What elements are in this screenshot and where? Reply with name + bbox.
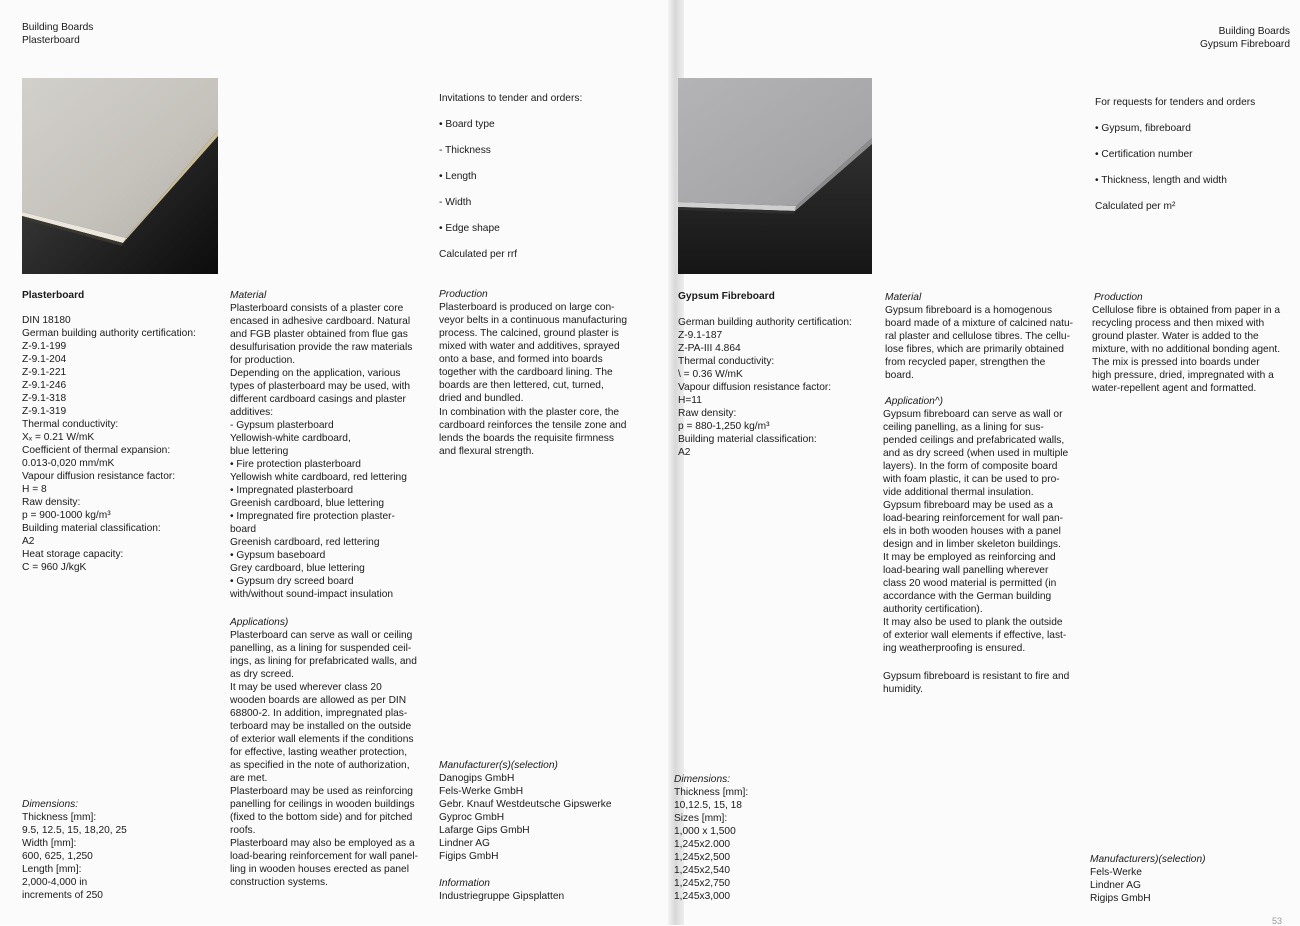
right-manufacturers-title: Manufacturers)(selection) xyxy=(1090,854,1206,865)
left-dimensions-title: Dimensions: xyxy=(22,799,79,810)
right-manufacturers-list: Fels-Werke Lindner AG Rigips GmbH xyxy=(1090,867,1151,904)
right-header-line2: Gypsum Fibreboard xyxy=(1199,39,1290,50)
gypsum-fibreboard-image xyxy=(678,78,872,274)
plasterboard-image xyxy=(22,78,218,274)
right-production-text: Cellulose fibre is obtained from paper in a recycling process and then mixed with ground plaster. Water is added to the mixture, with no additional bonding agent. The mix is pressed into boards under high pressure, dried, impregnated with a water-repellent agent and formatted. xyxy=(1092,305,1281,394)
left-header-line2: Plasterboard xyxy=(22,35,80,46)
right-dimensions-title: Dimensions: xyxy=(674,774,731,785)
right-material-text: Gypsum fibreboard is a homogenous board made of a mixture of calcined natu- ral plaster and cellulose tibres. The cellu- lose fibres, which are primarily obtained from recycled paper, strengthen the board. xyxy=(885,305,1074,381)
right-product-title: Gypsum Fibreboard xyxy=(678,291,775,302)
left-tender-item: - Width xyxy=(439,197,472,208)
gypsum-fibreboard-photo xyxy=(678,78,872,274)
right-tender-item: • Certification number xyxy=(1095,149,1193,160)
left-tender-footer: Calculated per rrf xyxy=(439,249,518,260)
right-page-header xyxy=(1090,25,1290,51)
right-tender-block xyxy=(1095,83,1295,226)
plasterboard-photo xyxy=(22,78,218,274)
left-tender-item: - Thickness xyxy=(439,145,491,156)
left-material-title: Material xyxy=(230,290,267,301)
left-material-text: Plasterboard consists of a plaster core encased in adhesive cardboard. Natural and FGB plaster obtained from flue gas desulfurisation provide the raw materials for production. Depending on the application, various types of plasterboard may be used, with different cardboard casings and plaster additives: - Gypsum plasterboard Yellowish-white cardboard, blue lettering • Fire protection plasterboard Yellowish white cardboard, red lettering • Impregnated plasterboard Greenish cardboard, blue lettering • Impregnated fire protection plaster- board Greenish cardboard, red lettering • Gypsum baseboard Grey cardboard, blue lettering • Gypsum dry screed board with/without sound-impact insulation xyxy=(230,303,413,600)
left-tender-item: • Edge shape xyxy=(439,223,500,234)
right-application-title: Application^) xyxy=(885,396,944,407)
left-tender-block xyxy=(439,79,664,274)
left-manufacturers-title: Manufacturer(s)(selection) xyxy=(439,760,558,771)
left-applications-title: Applications) xyxy=(230,617,289,628)
left-product-title: Plasterboard xyxy=(22,290,85,301)
left-manufacturers-list: Danogips GmbH Fels-Werke GmbH Gebr. Knauf Westdeutsche Gipswerke Gyproc GmbH Lafarge Gips GmbH Lindner AG Figips GmbH xyxy=(439,773,612,862)
left-tender-title: Invitations to tender and orders: xyxy=(439,93,583,104)
right-application-text: Gypsum fibreboard can serve as wall or ceiling panelling, as a lining for sus- pended ceilings and prefabricated walls, and as dry screed (when used in multiple layers). In the form of composite board with foam plastic, it can be used to pro- vide additional thermal insulation. Gypsum fibreboard may be used as a load-bearing reinforcement for wall pan- els in both wooden houses with a panel design and in limber skeleton buildings. It may be employed as reinforcing and load-bearing wall panelling wherever class 20 wood material is permitted (in accordance with the German building authority certification). It may also be used to plank the outside of exterior wall elements if effective, last- ing weatherproofing is ensured. xyxy=(883,409,1069,654)
page-number: 53 xyxy=(1272,916,1283,926)
left-information-title: Information xyxy=(439,878,490,889)
left-production-text: Plasterboard is produced on large con- veyor belts in a continuous manufacturing process. The calcined, ground plaster is mixed with water and additives, sprayed onto a base, and formed into boards together with the cardboard lining. The boards are then lettered, cut, turned, dried and bundled. xyxy=(439,302,628,404)
right-tender-title: For requests for tenders and orders xyxy=(1095,97,1256,108)
left-production-text2: In combination with the plaster core, the cardboard reinforces the tensile zone and lends the boards the requisite firmness and flexural strength. xyxy=(439,407,627,457)
left-applications-text: Plasterboard can serve as wall or ceiling panelling, as a lining for suspended ceil- ings, as lining for prefabricated walls, and as dry screed. It may be used wherever class 20 wooden boards are allowed as per DIN 68800-2. In addition, impregnated plas- terboard may be installed on the outside of exterior wall elements if the conditions for effective, lasting weather protection, as specified in the note of authorization, are met. Plasterboard may be used as reinforcing panelling for ceilings in wooden buildings (fixed to the bottom side) and for pitched roofs. Plasterboard may also be employed as a load-bearing reinforcement for wall panel- ling in wooden houses erected as panel construction systems. xyxy=(230,630,419,888)
left-page-header xyxy=(22,21,93,47)
left-tender-item: • Board type xyxy=(439,119,495,130)
left-tender-item: • Length xyxy=(439,171,477,182)
right-product-specs: German building authority certification: Z-9.1-187 Z-PA-III 4.864 Thermal conductivity: \ = 0.36 W/mK Vapour diffusion resistance factor: H=11 Raw density: p = 880-1,250 kg/m³ Building material classification: A2 xyxy=(678,317,852,458)
right-material-title: Material xyxy=(885,292,922,303)
left-production-title: Production xyxy=(439,289,488,300)
right-dimensions-text: Thickness [mm]: 10,12.5, 15, 18 Sizes [mm]: 1,000 x 1,500 1,245x2.000 1,245x2,500 1,245x2,540 1,245x2,750 1,245x3,000 xyxy=(674,787,749,902)
left-information-text: Industriegruppe Gipsplatten xyxy=(439,891,565,902)
left-product-specs: DIN 18180 German building authority certification: Z-9.1-199 Z-9.1-204 Z-9.1-221 Z-9.1-246 Z-9.1-318 Z-9.1-319 Thermal conductivity: Xₓ = 0.21 W/mK Coefficient of thermal expansion: 0.013-0,020 mm/mK Vapour diffusion resistance factor: H = 8 Raw density: p = 900-1000 kg/m³ Building material classification: A2 Heat storage capacity: C = 960 J/kgK xyxy=(22,315,196,573)
right-header-line1: Building Boards xyxy=(1218,26,1290,37)
right-tender-item: • Thickness, length and width xyxy=(1095,175,1227,186)
left-header-line1: Building Boards xyxy=(22,22,94,33)
right-production-title: Production xyxy=(1094,292,1143,303)
right-tender-footer: Calculated per m² xyxy=(1095,201,1176,212)
right-application-text2: Gypsum fibreboard is resistant to fire and humidity. xyxy=(883,671,1070,695)
right-tender-item: • Gypsum, fibreboard xyxy=(1095,123,1191,134)
left-dimensions-text: Thickness [mm]: 9.5, 12.5, 15, 18,20, 25 Width [mm]: 600, 625, 1,250 Length [mm]: 2,000-4,000 in increments of 250 xyxy=(22,812,127,901)
